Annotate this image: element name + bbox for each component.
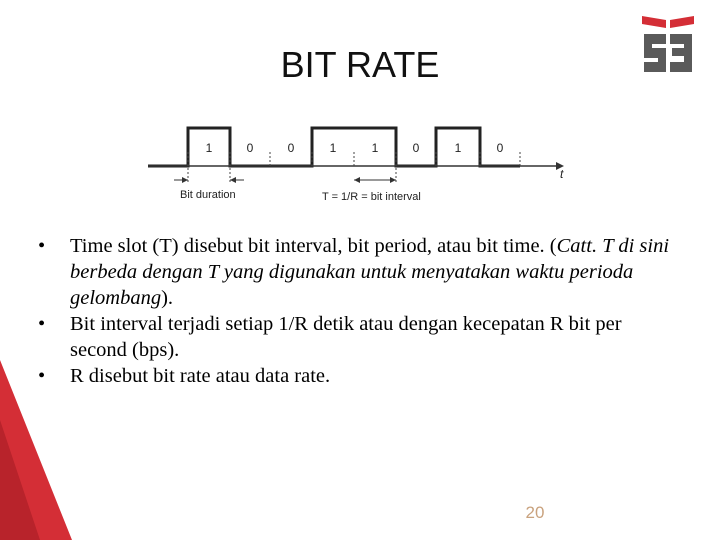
bit-duration-label: Bit duration bbox=[180, 189, 236, 201]
bit-interval-label: T = 1/R = bit interval bbox=[322, 191, 421, 203]
bullet-item bbox=[38, 233, 678, 311]
bit-value: 1 bbox=[454, 141, 462, 155]
bit-value: 0 bbox=[496, 141, 504, 155]
bullet-text: Time slot (T) disebut bit interval, bit period, atau bit time. ( bbox=[70, 235, 557, 257]
bit-value: 0 bbox=[412, 141, 420, 155]
bullet-dot-icon: • bbox=[38, 313, 46, 335]
bullet-italic-note: Catt. T di sini berbeda dengan T yang digunakan untuk menyatakan waktu perioda gelombang bbox=[70, 235, 670, 309]
page-number: 20 bbox=[525, 503, 545, 522]
bullet-dot-icon: • bbox=[38, 365, 46, 387]
bullet-text-end: ). bbox=[161, 287, 174, 309]
bullet-dot-icon: • bbox=[38, 235, 46, 257]
bit-value: 1 bbox=[329, 141, 337, 155]
bullet-item bbox=[38, 311, 678, 363]
bit-value: 1 bbox=[205, 141, 213, 155]
bullet-list bbox=[38, 233, 678, 389]
bit-value: 0 bbox=[246, 141, 254, 155]
axis-label-t: t bbox=[560, 167, 564, 181]
bit-value: 1 bbox=[371, 141, 379, 155]
bit-value: 0 bbox=[287, 141, 295, 155]
bullet-item bbox=[38, 363, 678, 389]
bit-timing-diagram bbox=[140, 112, 580, 212]
bullet-text: Bit interval terjadi setiap 1/R detik atau dengan kecepatan R bit per second (bps). bbox=[70, 313, 622, 361]
bullet-text: R disebut bit rate atau data rate. bbox=[70, 365, 331, 387]
slide-title: BIT RATE bbox=[280, 44, 440, 85]
